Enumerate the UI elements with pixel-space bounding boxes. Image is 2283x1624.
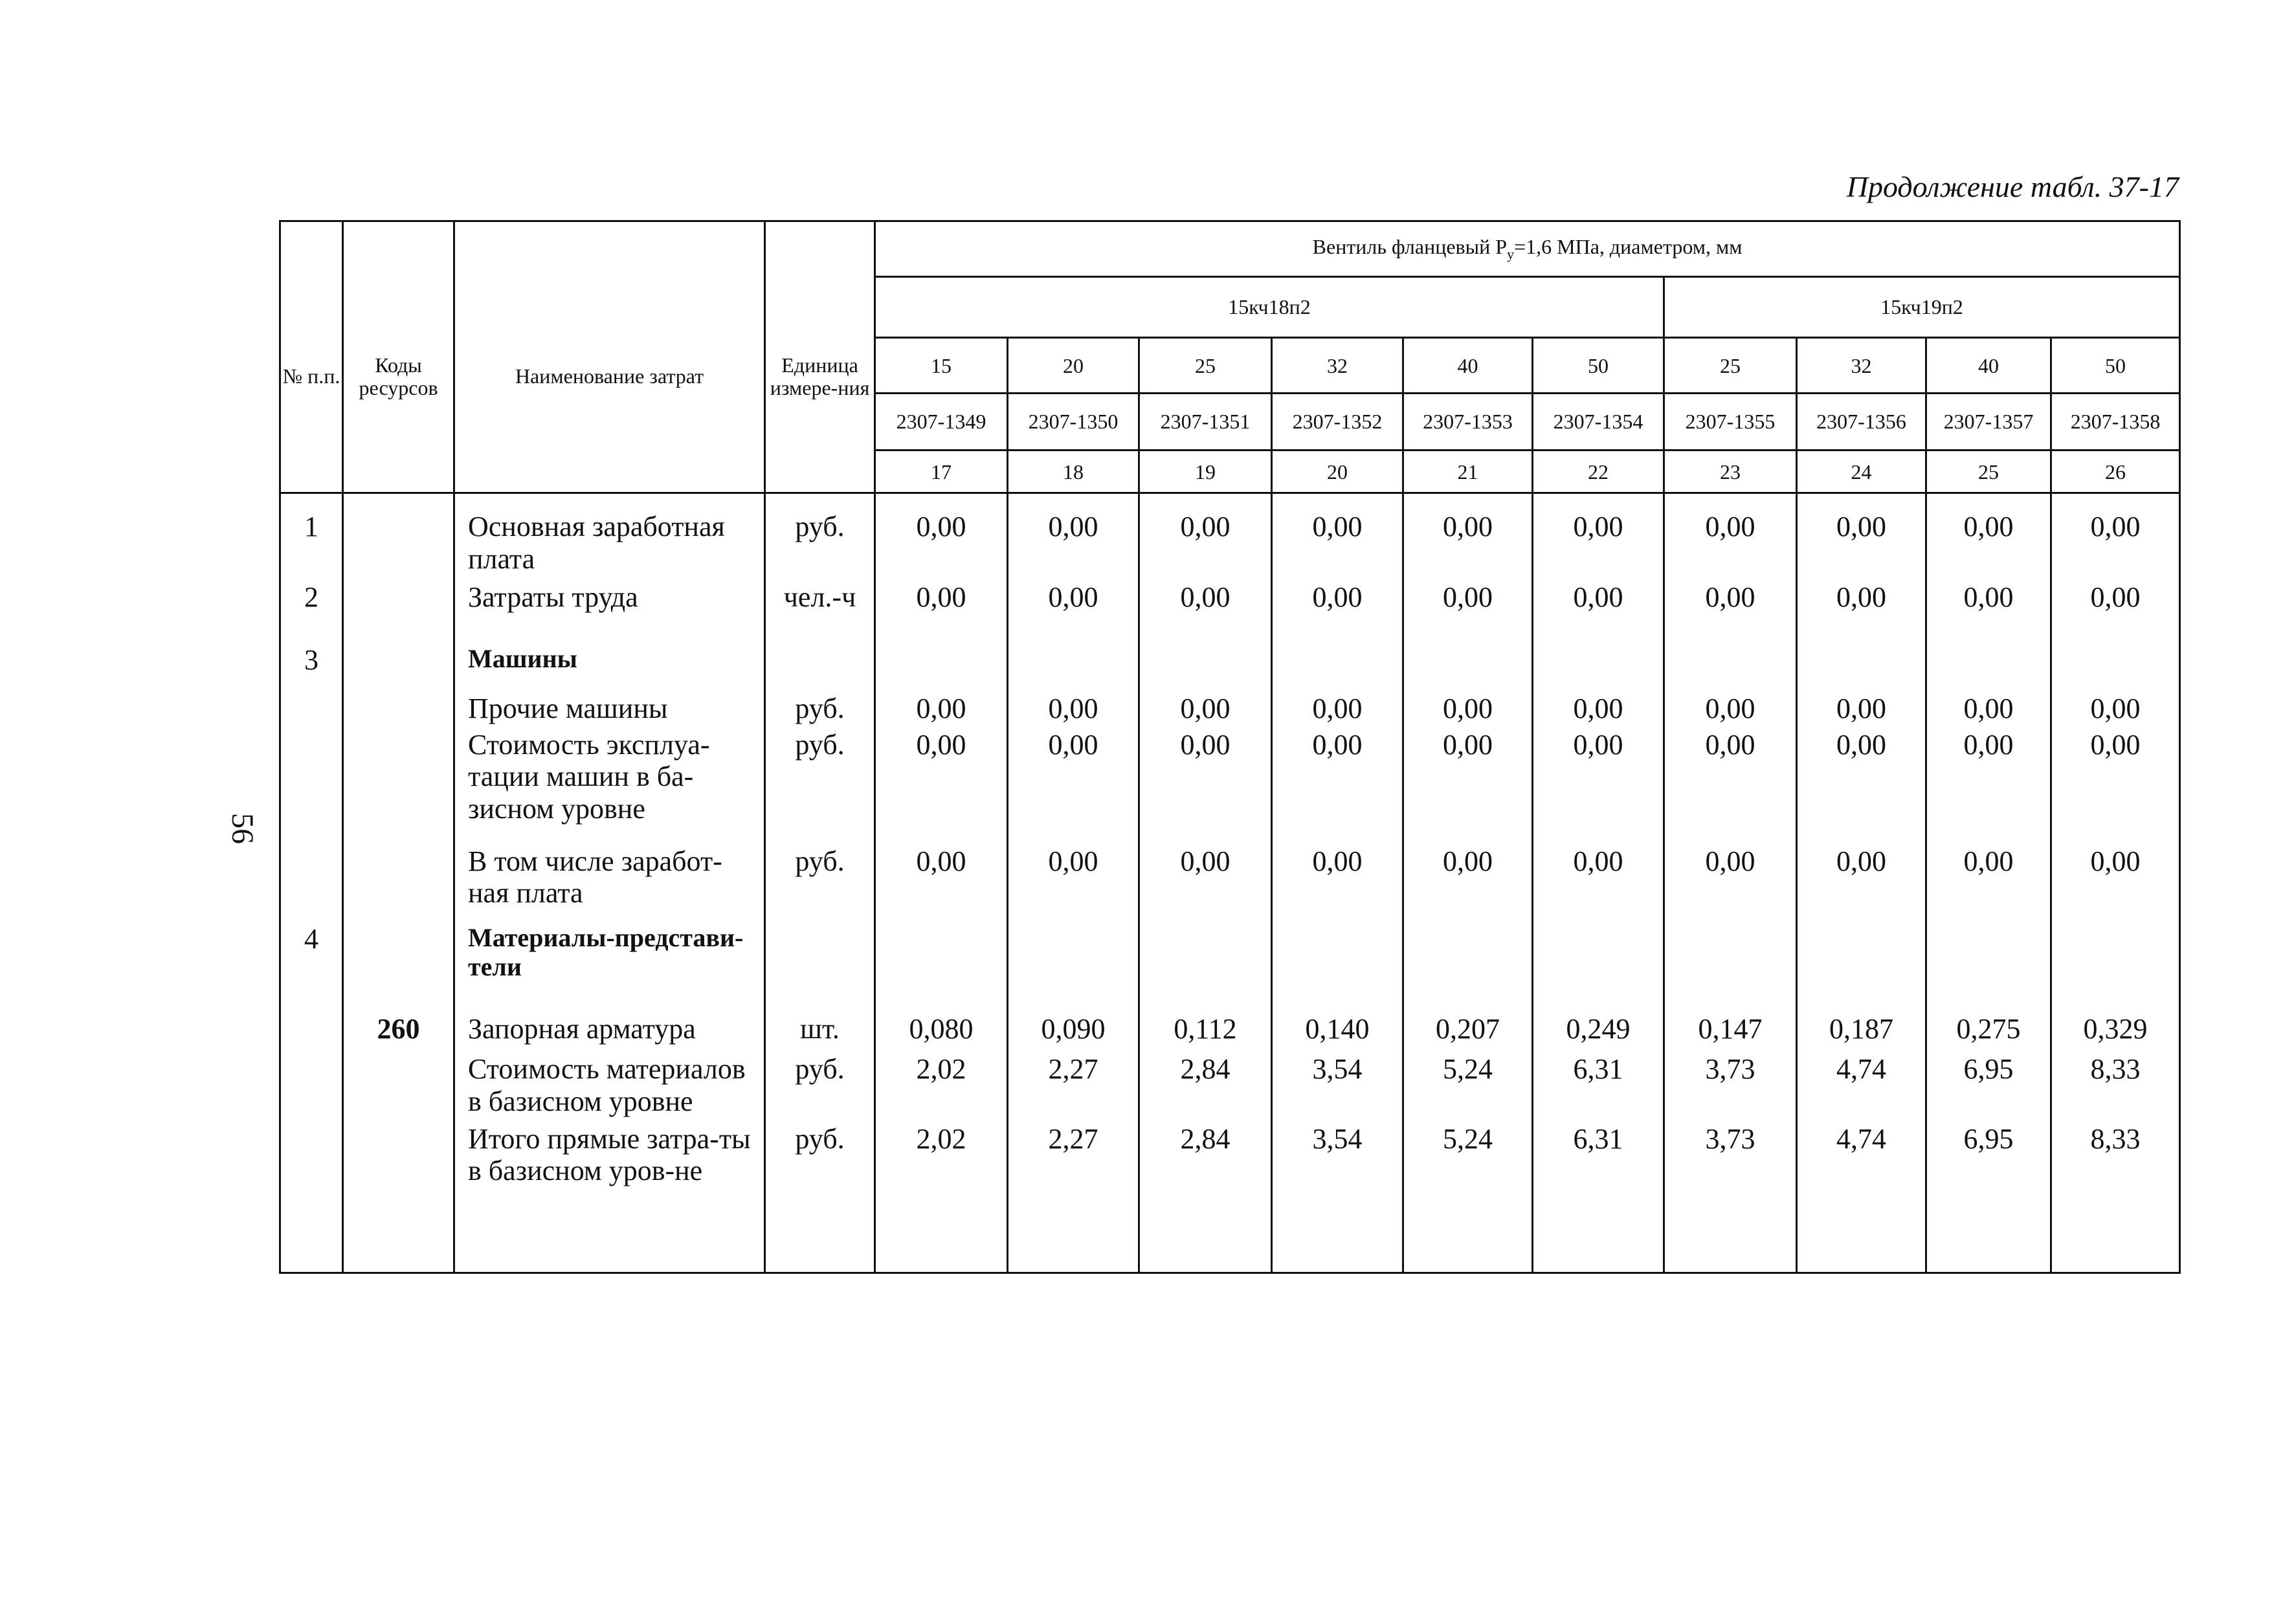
- value-cell: [1272, 644, 1403, 693]
- header-price-code: 2307-1353: [1403, 393, 1533, 450]
- value-cell: 0,00: [1008, 845, 1139, 923]
- value-cell: 0,00: [1008, 581, 1139, 644]
- value-cell: 2,84: [1139, 1053, 1272, 1122]
- value-cell: 2,27: [1008, 1053, 1139, 1122]
- value-cell: 6,31: [1533, 1123, 1664, 1273]
- value-cell: 0,00: [1533, 693, 1664, 729]
- value-cell: 0,112: [1139, 1013, 1272, 1053]
- value-cell: 0,00: [1664, 693, 1797, 729]
- row-number: [280, 1123, 343, 1273]
- table-body: [280, 493, 2180, 1273]
- table-row: [280, 1013, 2180, 1053]
- header-price-code: 2307-1354: [1533, 393, 1664, 450]
- table-caption: Продолжение табл. 37-17: [1846, 170, 2179, 203]
- value-cell: 0,00: [1139, 581, 1272, 644]
- resource-table: [279, 220, 2181, 1274]
- value-cell: [1403, 923, 1533, 1013]
- header-num: № п.п.: [280, 221, 343, 493]
- header-column-number: 20: [1272, 450, 1403, 493]
- header-price-code: 2307-1356: [1797, 393, 1926, 450]
- value-cell: 5,24: [1403, 1123, 1533, 1273]
- table-row: [280, 644, 2180, 693]
- value-cell: 0,090: [1008, 1013, 1139, 1053]
- value-cell: 0,00: [2051, 581, 2180, 644]
- value-cell: [2051, 644, 2180, 693]
- resource-code: [343, 1053, 454, 1122]
- row-number: [280, 845, 343, 923]
- table-row: [280, 493, 2180, 581]
- value-cell: [1664, 923, 1797, 1013]
- value-cell: 0,00: [2051, 729, 2180, 845]
- value-cell: [1139, 923, 1272, 1013]
- value-cell: 0,00: [1139, 493, 1272, 581]
- value-cell: 2,84: [1139, 1123, 1272, 1273]
- table-row: [280, 581, 2180, 644]
- header-column-number: 23: [1664, 450, 1797, 493]
- header-diameter: 20: [1008, 338, 1139, 394]
- table-row: [280, 729, 2180, 845]
- header-unit: Единица измере-ния: [765, 221, 875, 493]
- resource-code: [343, 729, 454, 845]
- value-cell: [1139, 644, 1272, 693]
- value-cell: 2,27: [1008, 1123, 1139, 1273]
- value-cell: [1533, 644, 1664, 693]
- value-cell: 0,00: [2051, 845, 2180, 923]
- resource-code: [343, 581, 454, 644]
- value-cell: 0,00: [1008, 493, 1139, 581]
- unit: руб.: [765, 493, 875, 581]
- cost-name: Запорная арматура: [454, 1013, 765, 1053]
- header-column-number: 26: [2051, 450, 2180, 493]
- table-header: [280, 221, 2180, 493]
- unit: руб.: [765, 845, 875, 923]
- value-cell: 0,147: [1664, 1013, 1797, 1053]
- value-cell: 0,00: [1403, 693, 1533, 729]
- unit: руб.: [765, 1123, 875, 1273]
- value-cell: 0,00: [1272, 581, 1403, 644]
- value-cell: 3,54: [1272, 1053, 1403, 1122]
- unit: руб.: [765, 729, 875, 845]
- value-cell: 6,31: [1533, 1053, 1664, 1122]
- value-cell: 0,329: [2051, 1013, 2180, 1053]
- value-cell: [1533, 923, 1664, 1013]
- header-column-number: 21: [1403, 450, 1533, 493]
- unit: руб.: [765, 1053, 875, 1122]
- header-column-number: 19: [1139, 450, 1272, 493]
- table-row: [280, 1123, 2180, 1273]
- unit: [765, 644, 875, 693]
- resource-code: [343, 693, 454, 729]
- row-number: [280, 693, 343, 729]
- header-price-code: 2307-1350: [1008, 393, 1139, 450]
- header-price-code: 2307-1358: [2051, 393, 2180, 450]
- value-cell: [875, 644, 1008, 693]
- value-cell: 0,00: [1926, 729, 2051, 845]
- value-cell: 0,00: [1533, 845, 1664, 923]
- value-cell: 2,02: [875, 1123, 1008, 1273]
- group-title-suffix: =1,6 МПа, диаметром, мм: [1514, 234, 1743, 258]
- value-cell: 0,00: [1926, 493, 2051, 581]
- page-number: 56: [225, 813, 260, 844]
- value-cell: 0,00: [1926, 845, 2051, 923]
- value-cell: 0,00: [1533, 581, 1664, 644]
- header-code: Коды ресурсов: [343, 221, 454, 493]
- resource-code: 260: [343, 1013, 454, 1053]
- value-cell: 0,00: [1272, 729, 1403, 845]
- value-cell: 0,00: [1272, 693, 1403, 729]
- group-title-prefix: Вентиль фланцевый Р: [1312, 234, 1508, 258]
- cost-name: Машины: [454, 644, 765, 693]
- value-cell: 0,00: [1008, 729, 1139, 845]
- header-price-code: 2307-1355: [1664, 393, 1797, 450]
- resource-code: [343, 845, 454, 923]
- resource-code: [343, 493, 454, 581]
- row-number: [280, 1013, 343, 1053]
- value-cell: 4,74: [1797, 1053, 1926, 1122]
- table-row: [280, 845, 2180, 923]
- value-cell: 0,207: [1403, 1013, 1533, 1053]
- cost-name: В том числе заработ-ная плата: [454, 845, 765, 923]
- value-cell: [1797, 923, 1926, 1013]
- header-diameter: 40: [1403, 338, 1533, 394]
- value-cell: 0,00: [1797, 729, 1926, 845]
- cost-name: Прочие машины: [454, 693, 765, 729]
- value-cell: 0,275: [1926, 1013, 2051, 1053]
- row-number: 1: [280, 493, 343, 581]
- value-cell: 0,00: [1403, 729, 1533, 845]
- cost-name: Итого прямые затра-ты в базисном уров-не: [454, 1123, 765, 1273]
- table-row: [280, 1053, 2180, 1122]
- resource-code: [343, 923, 454, 1013]
- value-cell: 0,00: [2051, 693, 2180, 729]
- resource-code: [343, 644, 454, 693]
- header-price-code: 2307-1349: [875, 393, 1008, 450]
- header-column-number: 17: [875, 450, 1008, 493]
- header-diameter: 25: [1664, 338, 1797, 394]
- group-title-sub: у: [1507, 245, 1515, 262]
- value-cell: 0,00: [875, 693, 1008, 729]
- value-cell: [1664, 644, 1797, 693]
- row-number: [280, 729, 343, 845]
- value-cell: 2,02: [875, 1053, 1008, 1122]
- value-cell: 0,00: [1272, 493, 1403, 581]
- row-number: 3: [280, 644, 343, 693]
- subgroup-1: 15кч18п2: [875, 276, 1664, 337]
- value-cell: 0,00: [875, 845, 1008, 923]
- table-row: [280, 923, 2180, 1013]
- value-cell: 0,00: [1403, 845, 1533, 923]
- header-diameter: 32: [1272, 338, 1403, 394]
- row-number: [280, 1053, 343, 1122]
- value-cell: 0,00: [2051, 493, 2180, 581]
- header-column-number: 22: [1533, 450, 1664, 493]
- value-cell: 0,00: [1664, 845, 1797, 923]
- header-diameter: 40: [1926, 338, 2051, 394]
- value-cell: 3,73: [1664, 1123, 1797, 1273]
- value-cell: 6,95: [1926, 1123, 2051, 1273]
- value-cell: 0,00: [875, 729, 1008, 845]
- header-group-title: [875, 221, 2180, 277]
- value-cell: [1008, 923, 1139, 1013]
- value-cell: 0,187: [1797, 1013, 1926, 1053]
- row-number: 4: [280, 923, 343, 1013]
- value-cell: [1403, 644, 1533, 693]
- header-column-number: 24: [1797, 450, 1926, 493]
- value-cell: 0,140: [1272, 1013, 1403, 1053]
- value-cell: [2051, 923, 2180, 1013]
- header-diameter: 32: [1797, 338, 1926, 394]
- header-price-code: 2307-1357: [1926, 393, 2051, 450]
- header-column-number: 25: [1926, 450, 2051, 493]
- value-cell: 6,95: [1926, 1053, 2051, 1122]
- value-cell: 0,00: [1272, 845, 1403, 923]
- cost-name: Стоимость эксплуа-тации машин в ба-зисном уровне: [454, 729, 765, 845]
- header-column-number: 18: [1008, 450, 1139, 493]
- value-cell: 3,73: [1664, 1053, 1797, 1122]
- value-cell: 0,00: [1139, 845, 1272, 923]
- value-cell: 0,00: [1533, 729, 1664, 845]
- value-cell: 0,00: [1664, 493, 1797, 581]
- value-cell: 0,00: [1664, 729, 1797, 845]
- value-cell: 0,00: [1664, 581, 1797, 644]
- value-cell: 0,00: [1008, 693, 1139, 729]
- value-cell: [1926, 923, 2051, 1013]
- cost-name: Стоимость материалов в базисном уровне: [454, 1053, 765, 1122]
- row-number: 2: [280, 581, 343, 644]
- value-cell: 5,24: [1403, 1053, 1533, 1122]
- unit: шт.: [765, 1013, 875, 1053]
- value-cell: 0,249: [1533, 1013, 1664, 1053]
- value-cell: [1008, 644, 1139, 693]
- unit: руб.: [765, 693, 875, 729]
- unit: чел.-ч: [765, 581, 875, 644]
- value-cell: 0,00: [1926, 693, 2051, 729]
- cost-name: Материалы-представи-тели: [454, 923, 765, 1013]
- unit: [765, 923, 875, 1013]
- header-diameter: 50: [2051, 338, 2180, 394]
- value-cell: 0,00: [1533, 493, 1664, 581]
- value-cell: 0,00: [1797, 693, 1926, 729]
- header-name: Наименование затрат: [454, 221, 765, 493]
- cost-name: Затраты труда: [454, 581, 765, 644]
- cost-name: Основная заработная плата: [454, 493, 765, 581]
- value-cell: 0,080: [875, 1013, 1008, 1053]
- value-cell: 3,54: [1272, 1123, 1403, 1273]
- value-cell: 0,00: [875, 493, 1008, 581]
- value-cell: 0,00: [875, 581, 1008, 644]
- header-price-code: 2307-1352: [1272, 393, 1403, 450]
- header-price-code: 2307-1351: [1139, 393, 1272, 450]
- header-diameter: 50: [1533, 338, 1664, 394]
- value-cell: [1797, 644, 1926, 693]
- value-cell: 0,00: [1797, 493, 1926, 581]
- header-diameter: 15: [875, 338, 1008, 394]
- value-cell: [1926, 644, 2051, 693]
- value-cell: 0,00: [1403, 493, 1533, 581]
- value-cell: 8,33: [2051, 1053, 2180, 1122]
- value-cell: 0,00: [1139, 729, 1272, 845]
- value-cell: 0,00: [1797, 845, 1926, 923]
- header-diameter: 25: [1139, 338, 1272, 394]
- value-cell: 0,00: [1797, 581, 1926, 644]
- value-cell: 0,00: [1403, 581, 1533, 644]
- value-cell: [875, 923, 1008, 1013]
- value-cell: 4,74: [1797, 1123, 1926, 1273]
- table-row: [280, 693, 2180, 729]
- value-cell: 0,00: [1926, 581, 2051, 644]
- value-cell: [1272, 923, 1403, 1013]
- value-cell: 8,33: [2051, 1123, 2180, 1273]
- resource-code: [343, 1123, 454, 1273]
- value-cell: 0,00: [1139, 693, 1272, 729]
- subgroup-2: 15кч19п2: [1664, 276, 2180, 337]
